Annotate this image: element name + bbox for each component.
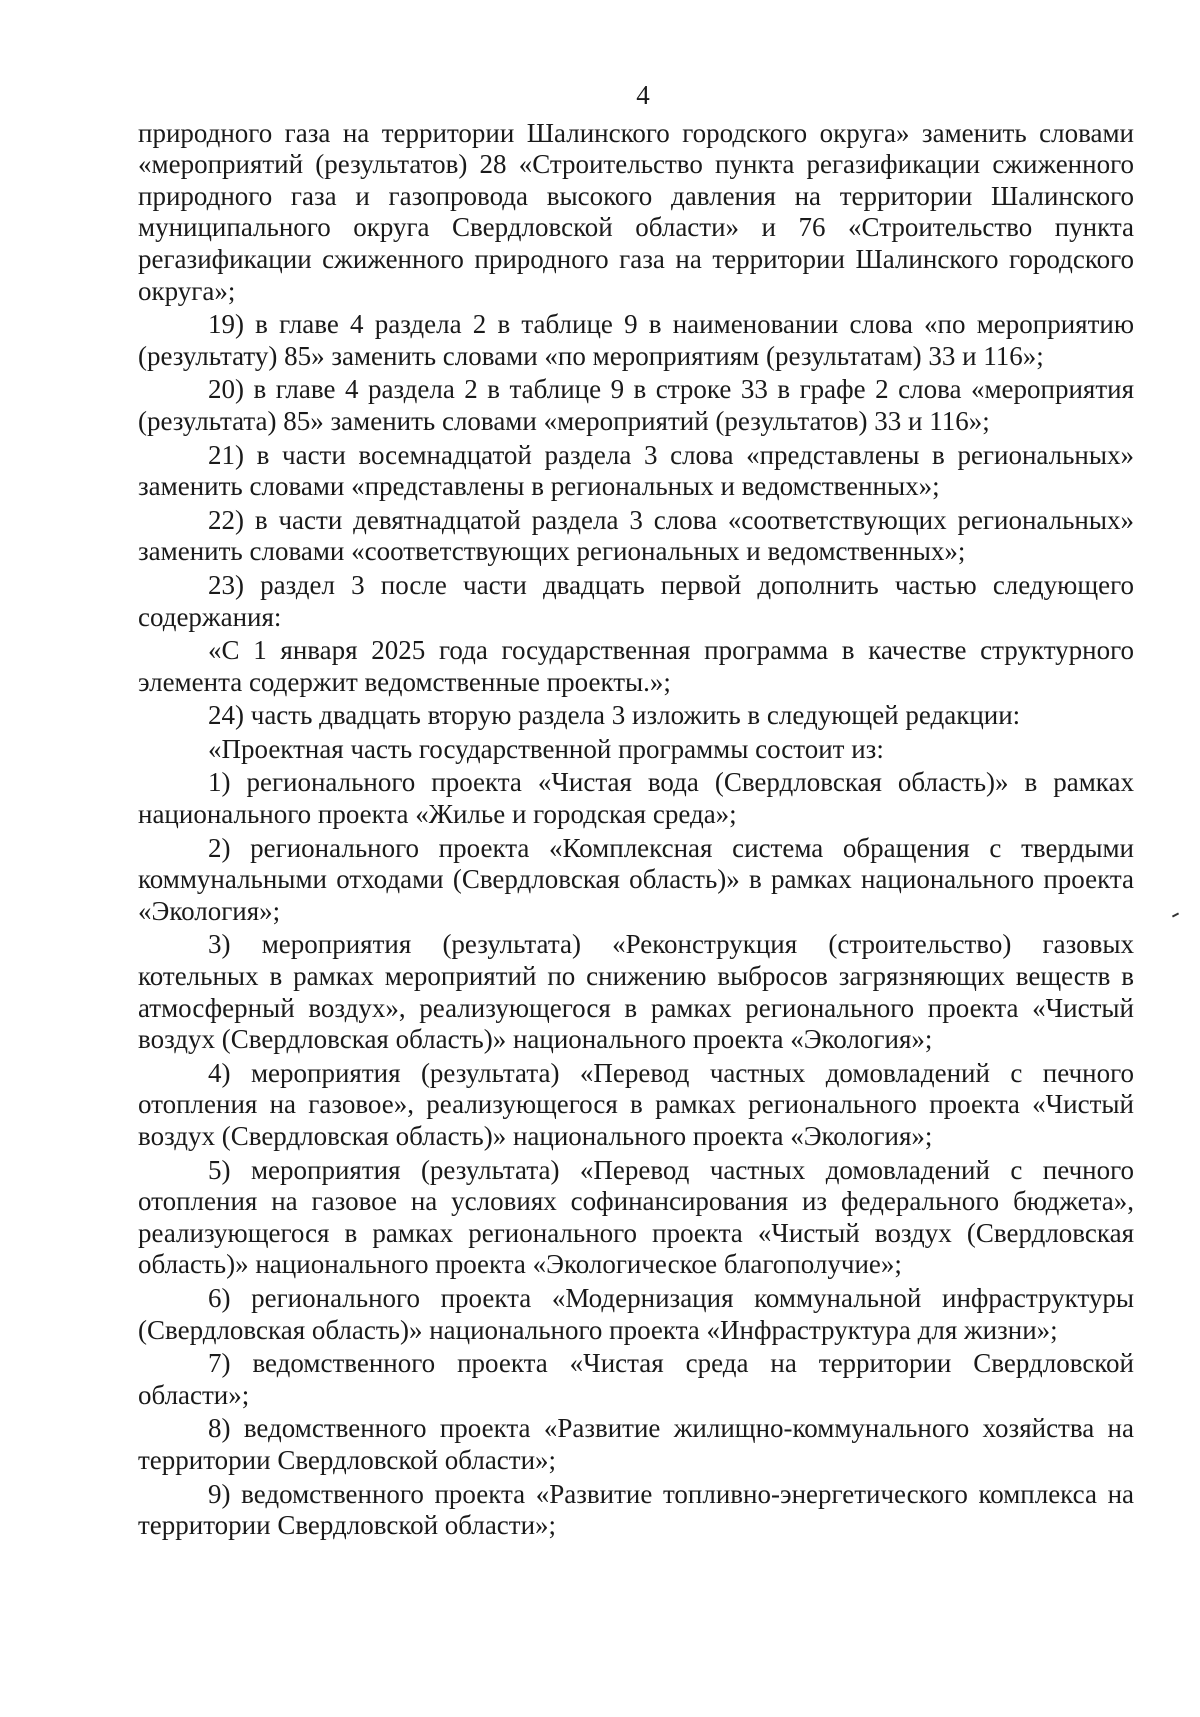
paragraph: 24) часть двадцать вторую раздела 3 изложить в следующей редакции:: [208, 700, 1021, 731]
paragraph: 7) ведомственного проекта «Чистая среда на территории Свердловской области»;: [138, 1348, 1134, 1410]
scan-mark: [1172, 912, 1179, 917]
paragraph: 9) ведомственного проекта «Развитие топливно-энергетического комплекса на территории Свердловской области»;: [138, 1478, 1134, 1541]
paragraph: 22) в части девятнадцатой раздела 3 слова «соответствующих региональных» заменить словами «соответствующих региональных и ведомственных»;: [138, 504, 1134, 567]
paragraph: 20) в главе 4 раздела 2 в таблице 9 в строке 33 в графе 2 слова «мероприятия (результата) 85» заменить словами «мероприятий (результатов) 33 и 116»;: [138, 374, 1134, 436]
paragraph: «С 1 января 2025 года государственная программа в качестве структурного элемента содержит ведомственные проекты.»;: [138, 635, 1134, 697]
document-body: [138, 118, 1134, 1542]
paragraph: 2) регионального проекта «Комплексная система обращения с твердыми коммунальными отходами (Свердловская область)» в рамках национального проекта «Экология»;: [138, 832, 1134, 926]
paragraph: 19) в главе 4 раздела 2 в таблице 9 в наименовании слова «по мероприятию (результату) 85» заменить словами «по мероприятиям (результатам) 33 и 116»;: [138, 309, 1134, 371]
paragraph: 6) регионального проекта «Модернизация коммунальной инфраструктуры (Свердловская область)» национального проекта «Инфраструктура для жизни»;: [138, 1282, 1134, 1345]
paragraph: 3) мероприятия (результата) «Реконструкция (строительство) газовых котельных в рамках мероприятий по снижению выбросов загрязняющих веществ в атмосферный воздух», реализующегося в рамках регионального проекта «Чистый воздух (Свердловская область)» национального проекта «Экология»;: [138, 929, 1134, 1055]
paragraph: «Проектная часть государственной программы состоит из:: [208, 733, 884, 764]
paragraph: 23) раздел 3 после части двадцать первой дополнить частью следующего содержания:: [138, 569, 1134, 632]
paragraph: 5) мероприятия (результата) «Перевод частных домовладений с печного отопления на газовое на условиях софинансирования из федерального бюджета», реализующегося в рамках регионального проекта «Чистый воздух (Свердловская область)» национального проекта «Экологическое благополучие»;: [138, 1154, 1134, 1280]
document-page: [138, 80, 1134, 1544]
paragraph: 21) в части восемнадцатой раздела 3 слова «представлены в региональных» заменить словами «представлены в региональных и ведомственных»;: [138, 439, 1134, 502]
paragraph: 8) ведомственного проекта «Развитие жилищно-коммунального хозяйства на территории Свердловской области»;: [138, 1413, 1134, 1475]
paragraph: 1) регионального проекта «Чистая вода (Свердловская область)» в рамках национального проекта «Жилье и городская среда»;: [138, 767, 1134, 830]
page-number: 4: [636, 80, 650, 110]
paragraph: 4) мероприятия (результата) «Перевод частных домовладений с печного отопления на газовое», реализующегося в рамках регионального проекта «Чистый воздух (Свердловская область)» национального проекта «Экология»;: [138, 1057, 1134, 1151]
paragraph: природного газа на территории Шалинского городского округа» заменить словами «мероприятий (результатов) 28 «Строительство пункта регазификации сжиженного природного газа и газопровода высокого давления на территории Шалинского муниципального округа Свердловской области» и 76 «Строительство пункта регазификации сжиженного природного газа на территории Шалинского городского округа»;: [138, 117, 1134, 306]
